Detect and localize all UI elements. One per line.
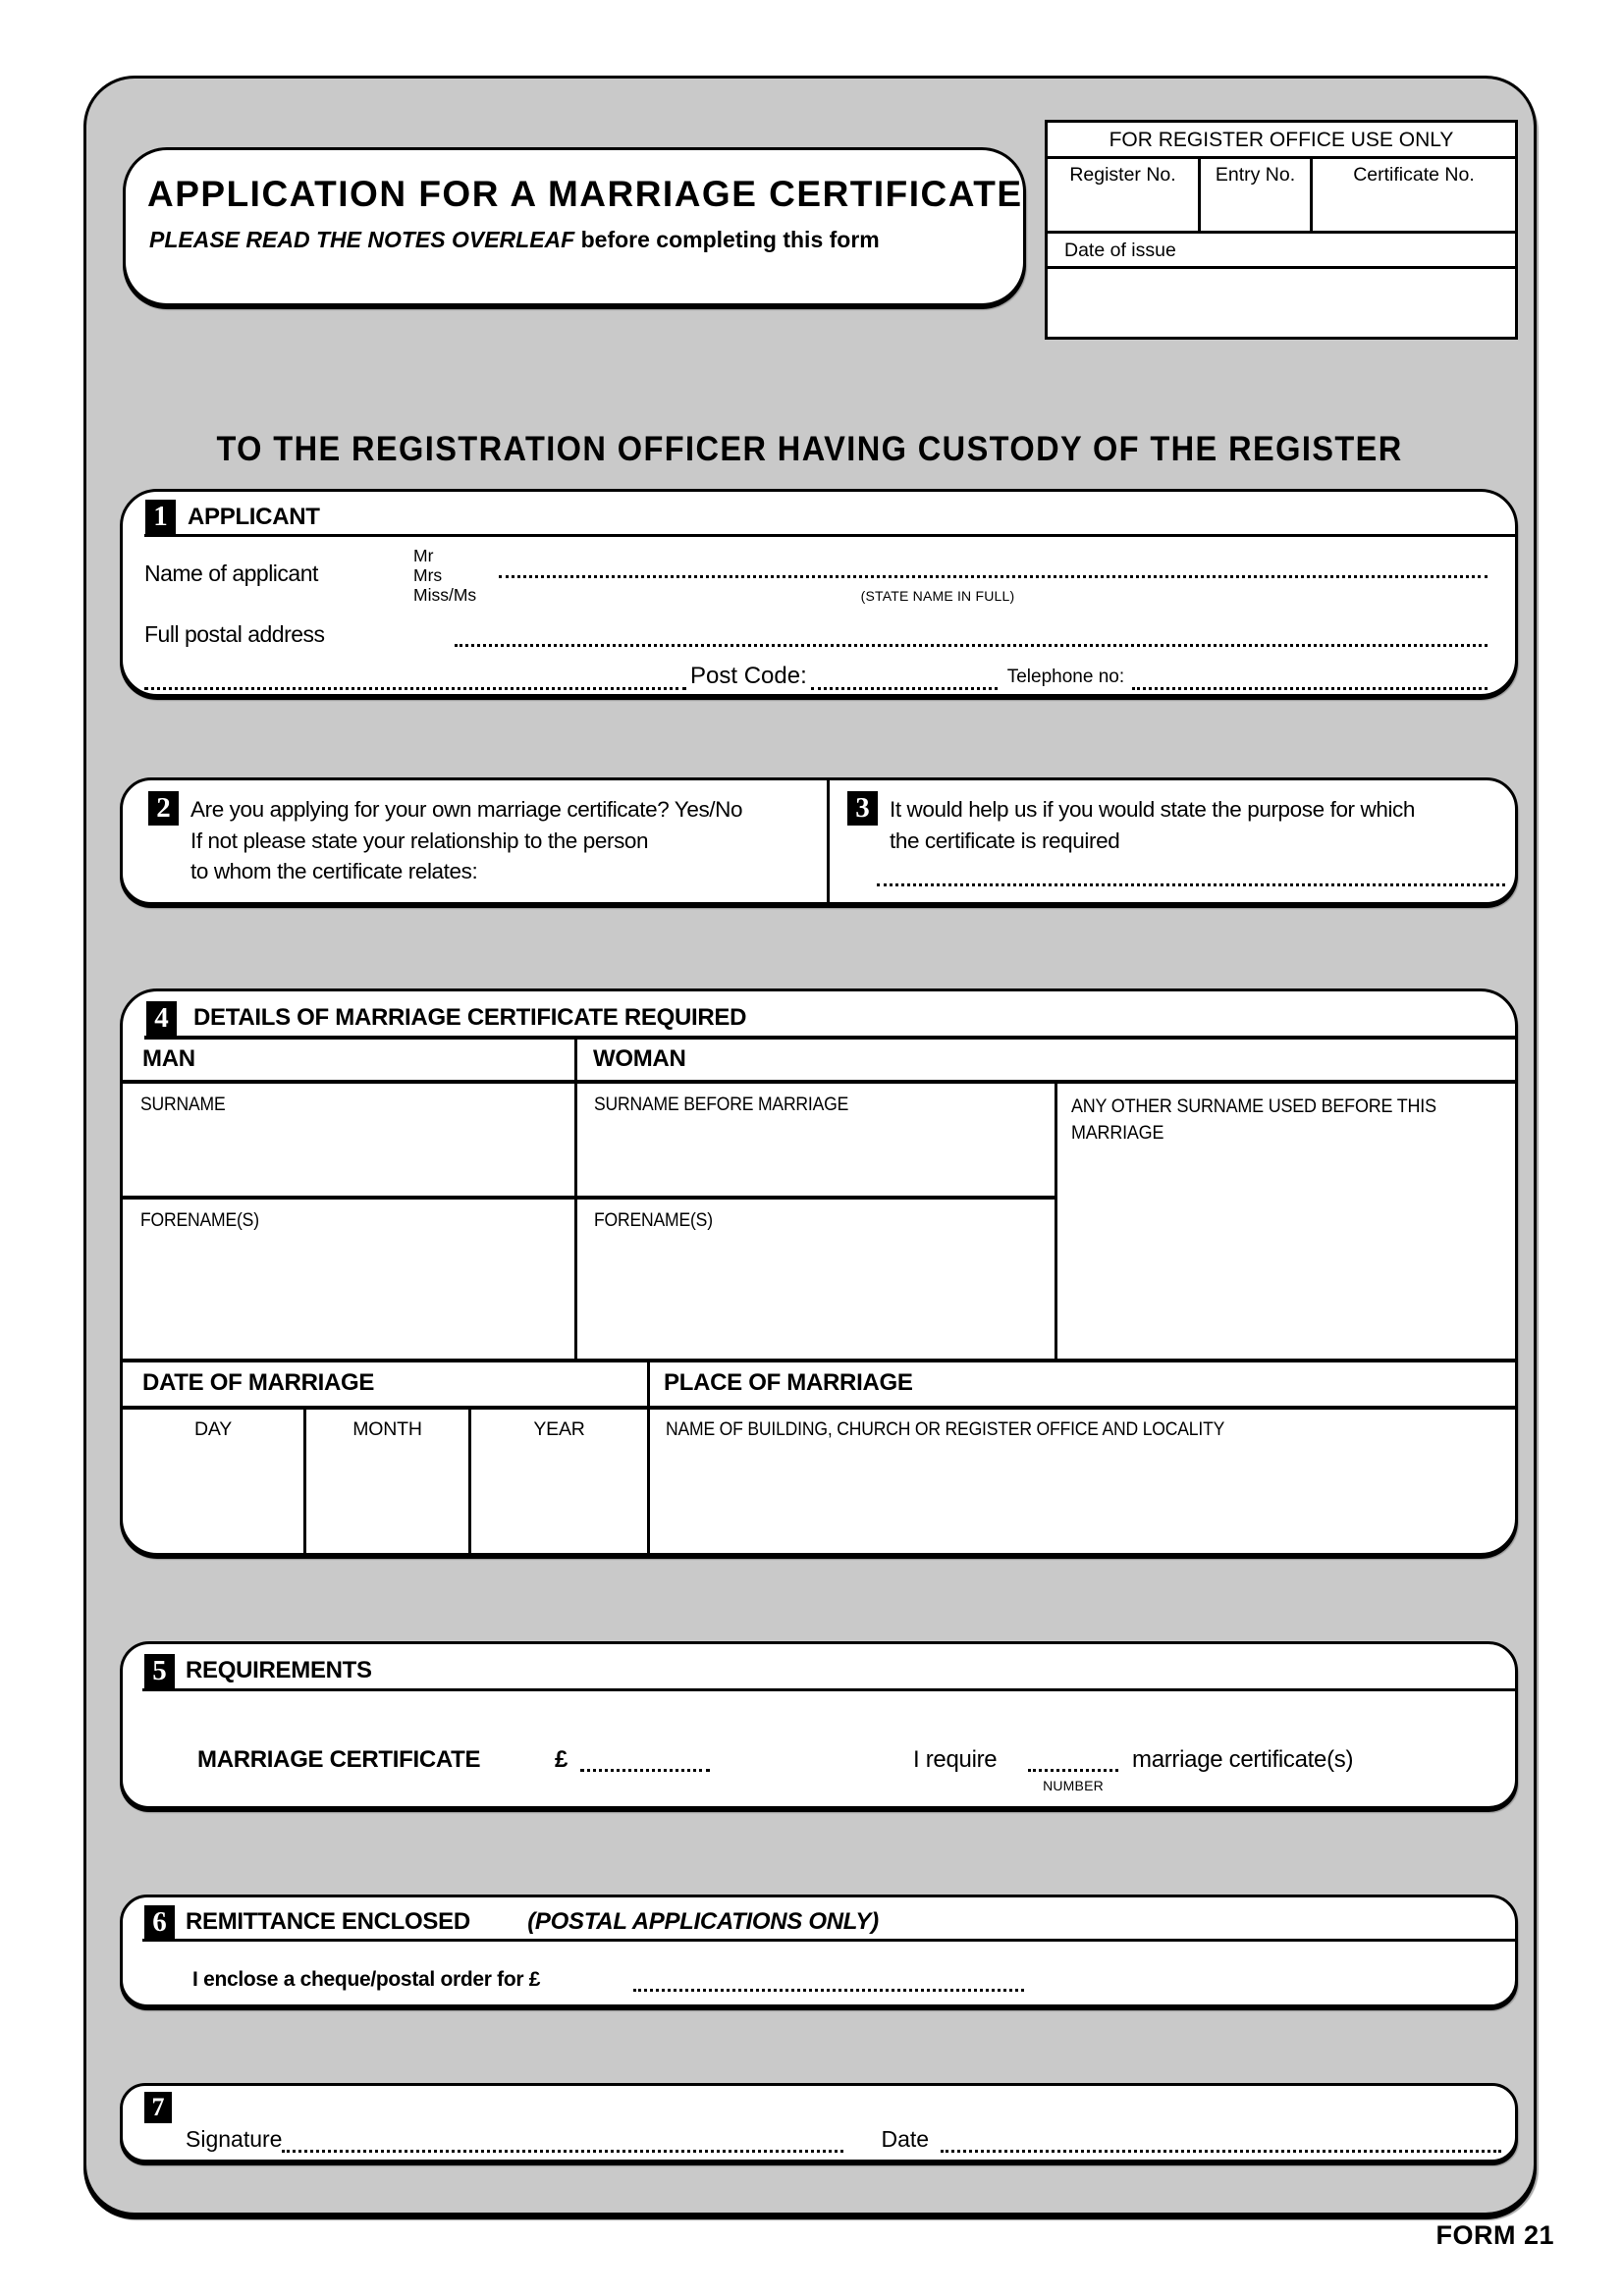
section-1-title: APPLICANT [188, 504, 320, 530]
month-label: MONTH [352, 1418, 422, 1440]
certificate-fee-field[interactable] [580, 1748, 710, 1772]
addressee-heading [83, 430, 1537, 469]
section-2-3-divider [827, 780, 830, 902]
applicant-name-field[interactable] [499, 555, 1488, 578]
place-of-marriage-cell[interactable] [650, 1410, 1515, 1556]
marriage-certificate-label: MARRIAGE CERTIFICATE [197, 1746, 481, 1773]
register-no-cell[interactable]: Register No. [1048, 159, 1201, 231]
any-other-surname-cell[interactable] [1055, 1084, 1515, 1359]
section-2-line3[interactable]: to whom the certificate relates: [190, 859, 478, 883]
form-subtitle-emphasis: PLEASE READ THE NOTES OVERLEAF [149, 227, 575, 252]
section-5-requirements [120, 1641, 1518, 1809]
office-use-blank-cell[interactable] [1048, 269, 1515, 334]
remittance-amount-field[interactable] [633, 1968, 1024, 1992]
section-6-remittance [120, 1895, 1518, 2007]
section-4-title: DETAILS OF MARRIAGE CERTIFICATE REQUIRED [193, 1004, 747, 1031]
postcode-field[interactable] [811, 660, 998, 690]
form-title: APPLICATION FOR A MARRIAGE CERTIFICATE [147, 174, 1023, 214]
postcode-label: Post Code: [690, 663, 807, 689]
man-forename-cell[interactable] [123, 1200, 577, 1359]
marriage-certificates-label: marriage certificate(s) [1132, 1746, 1354, 1773]
certificate-quantity-field[interactable] [1028, 1748, 1118, 1772]
man-surname-label: SURNAME [140, 1094, 226, 1115]
man-forename-label: FORENAME(S) [140, 1209, 259, 1231]
woman-surname-before-label: SURNAME BEFORE MARRIAGE [594, 1094, 849, 1115]
enclose-cheque-label: I enclose a cheque/postal order for £ [192, 1968, 541, 1991]
form-subtitle-rest: before completing this form [574, 227, 880, 252]
postal-address-field-line1[interactable] [455, 625, 1488, 647]
section-2-line1: Are you applying for your own marriage certificate? Yes/No [190, 797, 743, 822]
section-3-text [890, 794, 1415, 856]
i-require-label: I require [913, 1746, 998, 1773]
section-6-title-note: (POSTAL APPLICATIONS ONLY) [527, 1908, 879, 1935]
section-6-title-text: REMITTANCE ENCLOSED [186, 1908, 470, 1935]
woman-forename-cell[interactable] [577, 1200, 1055, 1359]
title-options [413, 546, 476, 605]
entry-no-cell[interactable]: Entry No. [1201, 159, 1313, 231]
section-1-applicant [120, 489, 1518, 697]
section-6-title [186, 1908, 879, 1936]
year-cell[interactable] [471, 1410, 650, 1556]
section-7-badge: 7 [144, 2092, 172, 2123]
section-4-badge: 4 [146, 1001, 177, 1036]
section-5-badge: 5 [144, 1654, 175, 1688]
telephone-label: Telephone no: [1006, 667, 1125, 687]
date-of-marriage-header-cell [123, 1362, 650, 1406]
man-header: MAN [142, 1045, 195, 1072]
signature-field[interactable] [282, 2122, 843, 2153]
place-of-marriage-header: PLACE OF MARRIAGE [664, 1369, 913, 1396]
name-of-applicant-label: Name of applicant [144, 561, 318, 586]
title-option-miss-ms: Miss/Ms [413, 585, 477, 605]
section-4-details [120, 988, 1518, 1556]
section-6-badge: 6 [144, 1905, 175, 1940]
section-1-rule [144, 534, 1516, 537]
date-of-marriage-header: DATE OF MARRIAGE [142, 1369, 375, 1396]
state-name-in-full-hint: (STATE NAME IN FULL) [860, 588, 1015, 604]
woman-forename-label: FORENAME(S) [594, 1209, 713, 1231]
man-header-cell [123, 1040, 577, 1080]
signature-label: Signature [186, 2126, 283, 2152]
title-option-mr: Mr [413, 546, 434, 565]
section-2-badge: 2 [148, 791, 179, 826]
man-surname-cell[interactable] [123, 1084, 577, 1196]
full-postal-address-label: Full postal address [144, 621, 325, 647]
woman-header-cell [577, 1040, 1515, 1080]
date-of-issue-cell[interactable]: Date of issue [1048, 234, 1515, 269]
section-1-badge: 1 [145, 500, 176, 534]
section-2-3-box [120, 777, 1518, 905]
section-5-title: REQUIREMENTS [186, 1657, 372, 1683]
section-6-rule [142, 1939, 1516, 1942]
section-3-badge: 3 [847, 791, 878, 826]
section-3-line1: It would help us if you would state the purpose for which [890, 797, 1416, 822]
purpose-field[interactable] [877, 865, 1505, 886]
form-subtitle [149, 227, 880, 253]
year-label: YEAR [533, 1418, 585, 1440]
form-number: FORM 21 [1435, 2220, 1554, 2250]
woman-header: WOMAN [593, 1045, 686, 1072]
day-label: DAY [193, 1418, 233, 1440]
section-2-text [190, 794, 742, 887]
section-7-signature [120, 2083, 1518, 2163]
certificate-no-cell[interactable]: Certificate No. [1353, 164, 1475, 186]
telephone-field[interactable] [1132, 660, 1488, 690]
postcode-telephone-row [144, 659, 1488, 690]
place-of-marriage-hint: NAME OF BUILDING, CHURCH OR REGISTER OFFICE AND LOCALITY [666, 1418, 1225, 1440]
office-use-box [1045, 120, 1518, 340]
woman-surname-before-cell[interactable] [577, 1084, 1055, 1196]
title-option-mrs: Mrs [413, 565, 443, 585]
date-label: Date [881, 2126, 930, 2152]
signature-date-row [186, 2121, 1501, 2153]
month-cell[interactable] [306, 1410, 471, 1556]
section-2-line2: If not please state your relationship to the person [190, 828, 649, 853]
certificate-fee-currency: £ [555, 1746, 568, 1773]
title-box [123, 147, 1026, 306]
date-field[interactable] [941, 2122, 1501, 2153]
day-cell[interactable] [123, 1410, 306, 1556]
section-5-rule [142, 1688, 1516, 1691]
section-3-line2: the certificate is required [890, 828, 1120, 853]
postal-address-field-line2[interactable] [144, 660, 686, 690]
office-use-header: FOR REGISTER OFFICE USE ONLY [1048, 123, 1515, 159]
any-other-surname-label: ANY OTHER SURNAME USED BEFORE THIS MARRIAGE [1071, 1095, 1436, 1144]
number-hint: NUMBER [1043, 1778, 1104, 1793]
place-of-marriage-header-cell [650, 1362, 1515, 1406]
addressee-heading-text: TO THE REGISTRATION OFFICER HAVING CUSTODY OF THE REGISTER [216, 430, 1404, 468]
